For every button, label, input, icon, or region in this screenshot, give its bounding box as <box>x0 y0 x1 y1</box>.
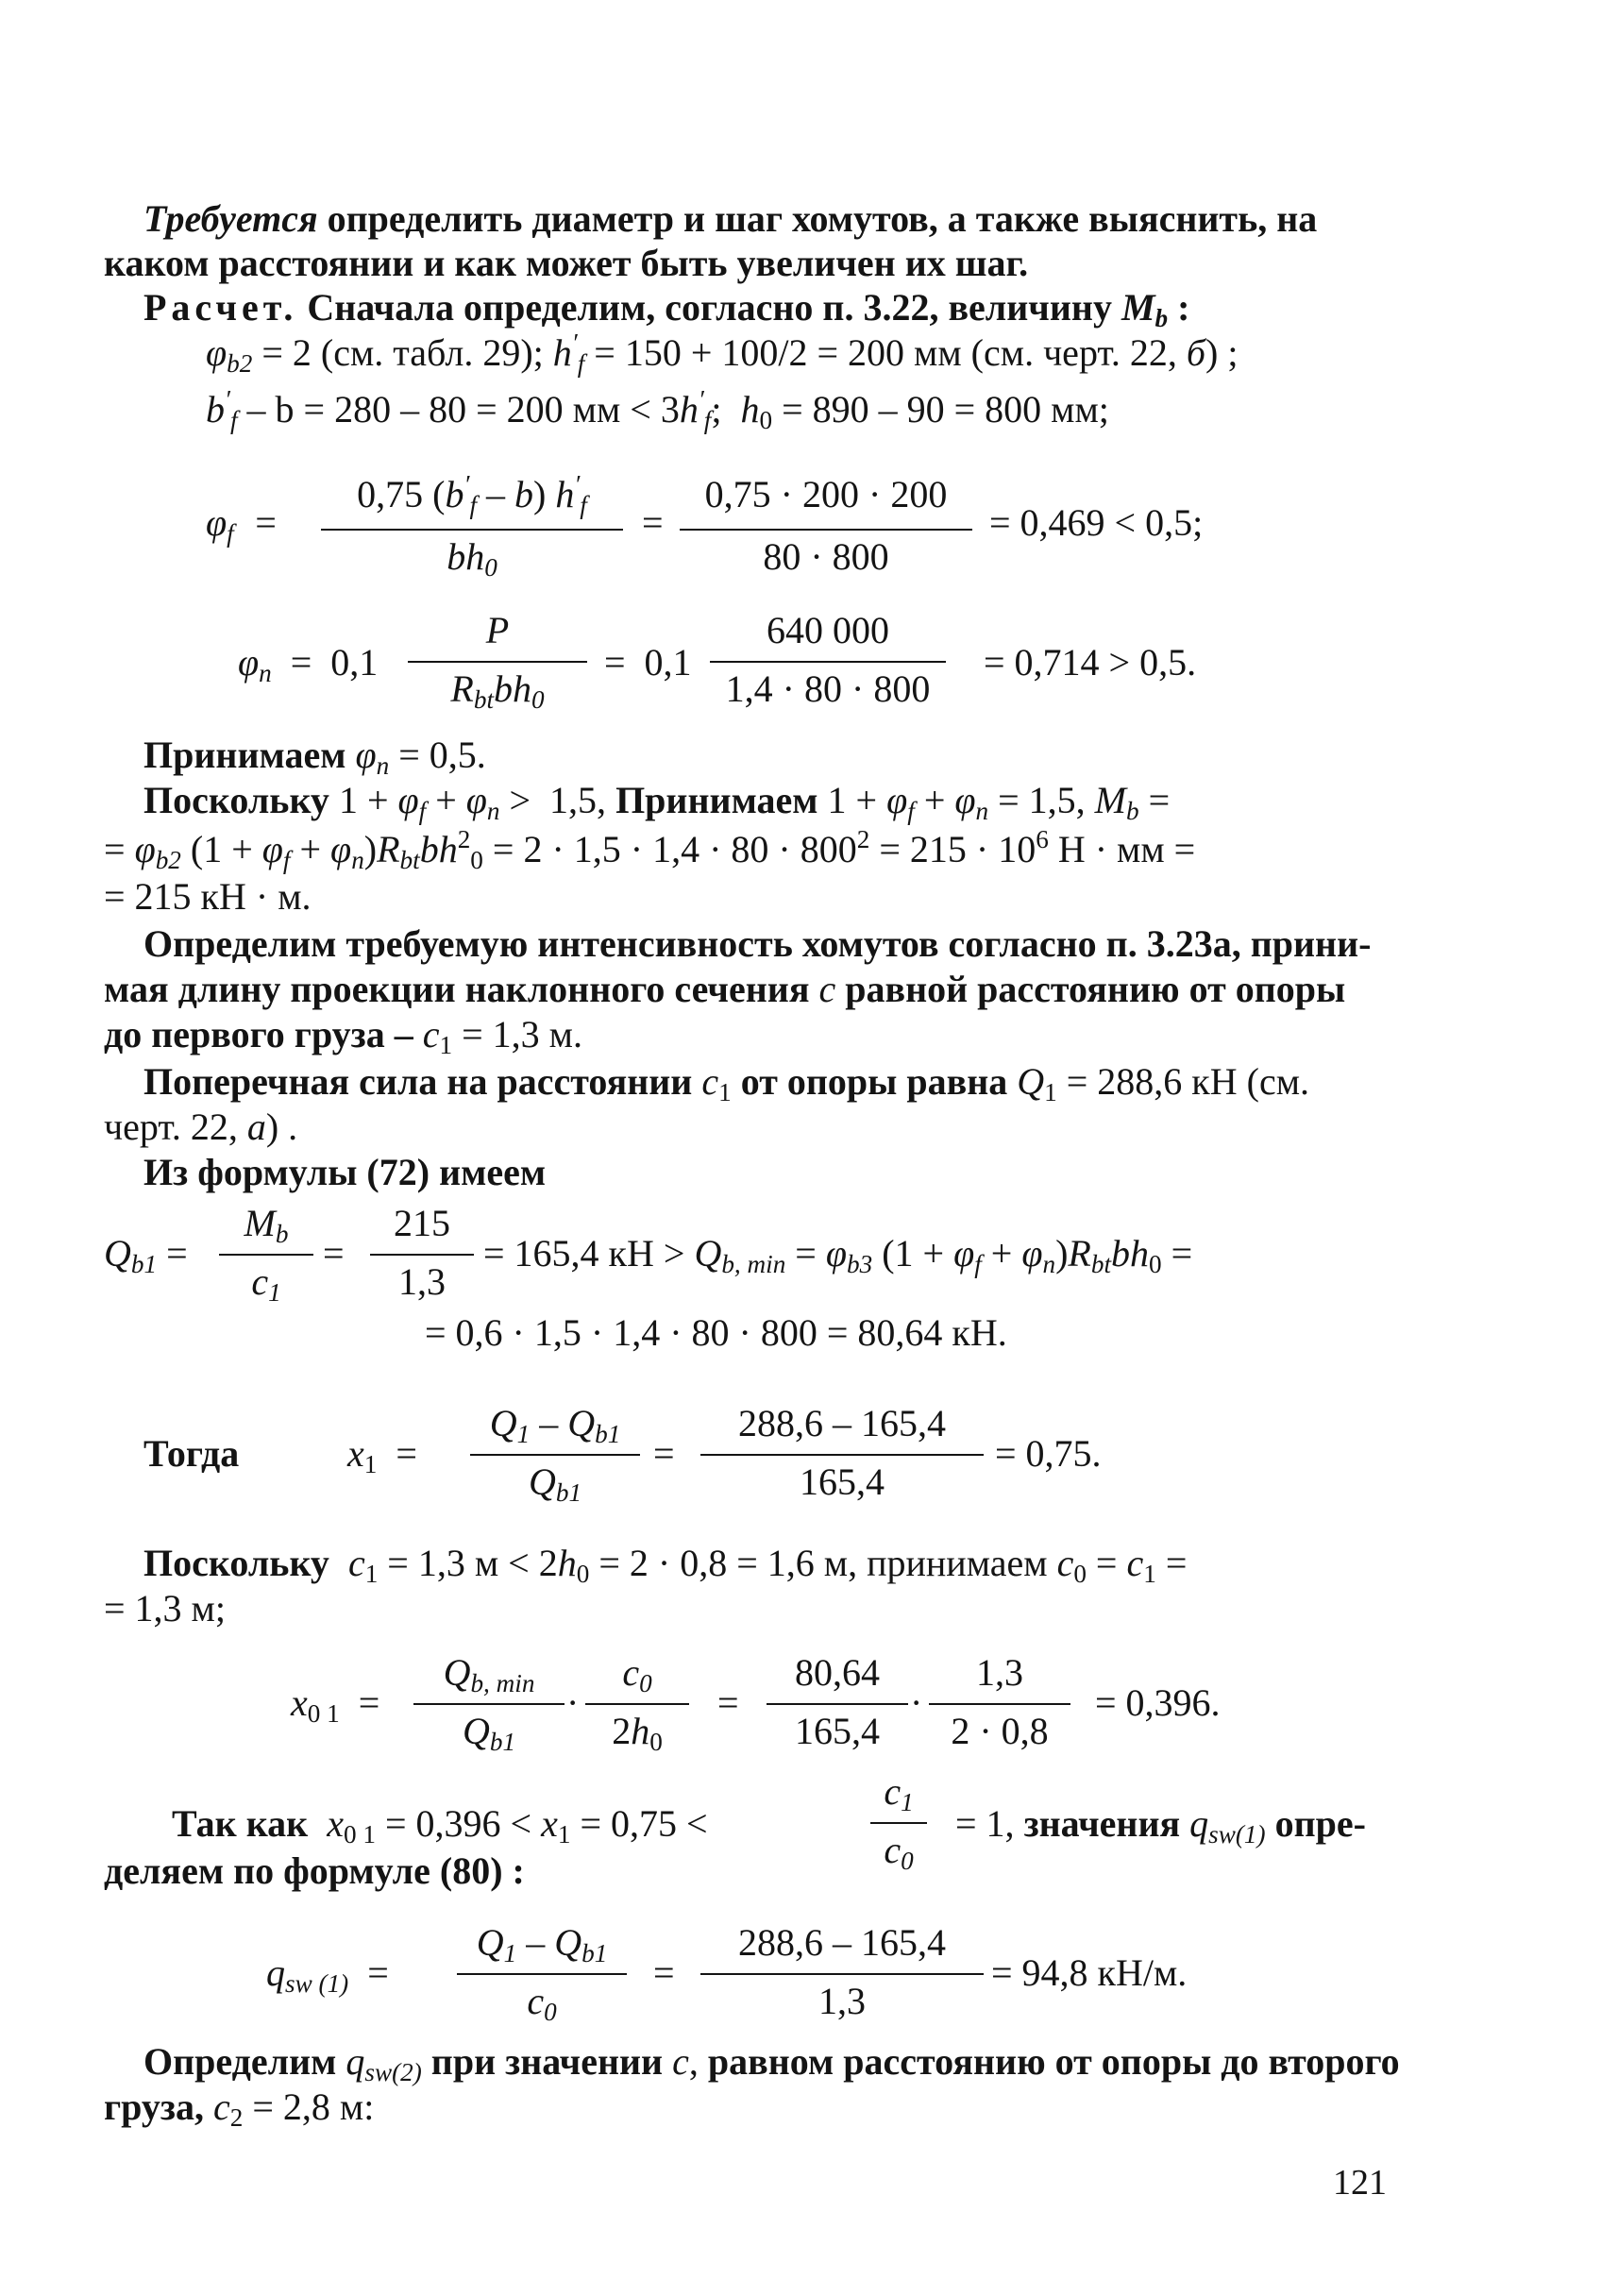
eq-bf: $b'_f - b = 280 - 80 = 200$ мм < $3h'_f$; $h_0 = 890 - 90 = 800$ мм; <box>206 385 1109 434</box>
phif-den2: 80 · 800 <box>763 535 889 578</box>
x1-den2: 165,4 <box>800 1460 885 1503</box>
equals: = 0,1 <box>604 641 692 684</box>
equals: = <box>717 1681 739 1724</box>
qsw1-den2: 1,3 <box>818 1980 866 2022</box>
equals: = <box>323 1232 345 1275</box>
eq-text: = 288,6 кН (см. <box>1066 1060 1310 1103</box>
eq-text: = 1, <box>955 1802 1015 1845</box>
qb1-result: = 165,4 кН > $Q_{b, min} = \varphi_{b3}$ $(1 + \varphi_f + \varphi_n)R_{bt}bh_0$ = <box>483 1232 1193 1278</box>
text: Поперечная сила на расстоянии <box>143 1060 693 1103</box>
intro-line-2: каком расстоянии и как может быть увеличен их шаг. <box>104 242 1029 284</box>
eq-text: = 1,3 м < <box>387 1542 530 1584</box>
fraction-bar <box>710 661 946 663</box>
then-label: Тогда <box>143 1432 240 1475</box>
x01-num3: 80,64 <box>795 1651 880 1694</box>
fraction-bar <box>767 1703 908 1705</box>
eq-text: = 1,3 м. <box>462 1013 582 1055</box>
stirrup-intensity-line-2: мая длину проекции наклонного сечения c равной расстоянию от опоры <box>104 968 1346 1010</box>
x01-den1: $Q_{b1}$ <box>462 1710 516 1756</box>
qsw1-num2: 288,6 – 165,4 <box>738 1921 946 1964</box>
fraction-bar <box>585 1703 689 1705</box>
qb1-num2: 215 <box>394 1202 450 1244</box>
calc-intro: Расчет. Сначала определим, согласно п. 3.22, величину $M_b$ : <box>143 286 1190 332</box>
text: опре- <box>1274 1802 1366 1845</box>
fraction-bar <box>700 1454 984 1456</box>
eq-text: = 165,4 кН > <box>483 1232 685 1275</box>
eq-x01-label: $x_{0 1}$ = <box>291 1681 380 1728</box>
phif-result: = 0,469 < 0,5; <box>989 501 1204 544</box>
stirrup-intensity-line-3: до первого груза – $c_1 = 1,3$ м. <box>104 1013 582 1059</box>
phif-num2: 0,75 · 200 · 200 <box>704 473 948 515</box>
text: черт. 22, <box>104 1106 238 1148</box>
text: Определим <box>143 2040 337 2083</box>
text: при значении <box>430 2040 664 2083</box>
accept-phin: Принимаем $\varphi_n = 0,5$. <box>143 734 486 780</box>
text: от опоры равна <box>740 1060 1008 1103</box>
x01-den2: $2h_0$ <box>612 1710 663 1756</box>
eq-text: = 2 · 1,5 · 1,4 · 80 · 800 <box>492 828 857 870</box>
qsw2-line-1: Определим $q_{sw(2)}$ при значении c, равном расстоянию от опоры до второго <box>143 2040 1400 2086</box>
dot: · <box>566 1681 580 1724</box>
phin-num2: 640 000 <box>767 609 889 651</box>
fraction-bar <box>929 1703 1070 1705</box>
eq-text: Н · мм = <box>1057 828 1196 870</box>
text: мая длину проекции наклонного сечения <box>104 968 810 1010</box>
text: значения <box>1023 1802 1181 1845</box>
eq-text: = 0,396 < <box>384 1802 532 1845</box>
ratio-num: $c_1$ <box>884 1770 914 1816</box>
qsw1-result: = 94,8 кН/м. <box>991 1951 1188 1994</box>
eq-text: = 2 · 0,8 = 1,6 м, принимаем <box>598 1542 1048 1584</box>
text: Поскольку <box>143 1542 329 1584</box>
fraction-bar <box>321 529 623 531</box>
x1-num1: $Q_1 - Q_{b1}$ <box>489 1402 621 1448</box>
eq-text: = 0,5. <box>398 734 486 776</box>
qb1-den1: $c_1$ <box>251 1260 281 1307</box>
fraction-bar <box>413 1703 565 1705</box>
text: груза, <box>104 2085 204 2128</box>
phif-num1: 0,75 $(b'_f - b)$ $h'_f$ <box>357 470 587 519</box>
phin-den1: $R_{bt}bh_0$ <box>450 667 545 714</box>
equals: = <box>653 1432 675 1475</box>
text: до первого груза – <box>104 1013 413 1055</box>
c0-line-1: Поскольку $c_1 = 1,3$ $м < 2h_0 = 2 \cdot 0,8 = 1,6$ м, принимаем $c_0 = c_1$ = <box>143 1542 1188 1588</box>
since-line: Так как $x_{0 1} = 0,396 < x_1 = 0,75$ < <box>172 1802 708 1849</box>
intro-line-1 <box>143 196 1317 242</box>
dot: · <box>910 1681 923 1724</box>
from-formula: Из формулы (72) имеем <box>143 1151 547 1193</box>
stirrup-intensity-line-1: Определим требуемую интенсивность хомутов согласно п. 3.23а, прини- <box>143 922 1372 965</box>
eq-text: = 150 + 100/2 = 200 мм (см. черт. 22, <box>594 331 1177 374</box>
fraction-bar <box>700 1973 984 1975</box>
qsw2-line-2: груза, $c_2 = 2,8$ м: <box>104 2085 375 2132</box>
shear-force-line-2: черт. 22, а) . <box>104 1106 298 1148</box>
qb1-num1: $M_b$ <box>244 1202 289 1248</box>
fraction-bar <box>470 1454 640 1456</box>
fraction-bar <box>870 1822 927 1824</box>
equals: = <box>642 501 664 544</box>
by-formula: деляем по формуле (80) : <box>104 1849 525 1892</box>
eq-qb1-label: $Q_{b1}$ = <box>104 1232 188 1278</box>
qb1-den2: 1,3 <box>398 1260 446 1303</box>
x1-den1: $Q_{b1}$ <box>528 1460 582 1507</box>
eq-text: – b = 280 – 80 = 200 мм < <box>246 388 651 430</box>
calc-word: Расчет. <box>143 286 298 329</box>
x1-num2: 288,6 – 165,4 <box>738 1402 946 1444</box>
shear-force-line-1: Поперечная сила на расстоянии $c_1$ от опоры равна $Q_1 = 288,6$ кН (см. <box>143 1060 1310 1106</box>
mb-line-2: = $\varphi_{b2}$ $(1 + \varphi_f + \varphi_n)R_{bt}bh^2_0 = 2 \cdot 1,5 \cdot 1,4 \cdot 80 \cdot 800^2 = 215 \cdot 10^6$ Н · мм = <box>104 825 1196 874</box>
phin-result: = 0,714 > 0,5. <box>984 641 1197 684</box>
fraction-bar <box>457 1973 627 1975</box>
eq-text: = 890 – 90 = 800 мм; <box>782 388 1109 430</box>
mb-line-1: Поскольку $1 + \varphi_f + \varphi_n > 1,5$, Принимаем $1 + \varphi_f + \varphi_n = 1,5$, $M_b$ = <box>143 779 1171 825</box>
text: Поскольку <box>143 779 329 821</box>
x1-result: = 0,75. <box>995 1432 1102 1475</box>
equals: = <box>653 1951 675 1994</box>
eq-text: = 2 (см. табл. 29); <box>261 331 544 374</box>
text: Принимаем <box>143 734 346 776</box>
since-line-tail: = 1, значения $q_{sw(1)}$ опре- <box>955 1802 1366 1849</box>
x01-den3: 165,4 <box>795 1710 880 1752</box>
text: Принимаем <box>615 779 818 821</box>
eq-text: = 1,5, <box>998 779 1086 821</box>
emphasis-text: Требуется <box>143 197 318 240</box>
qbmin-line-2: = 0,6 · 1,5 · 1,4 · 80 · 800 = 80,64 кН. <box>425 1311 1007 1354</box>
fraction-bar <box>219 1254 313 1256</box>
x01-num2: $c_0$ <box>622 1651 652 1697</box>
fraction-bar <box>680 529 972 531</box>
eq-phi-n-label: $\varphi_n = 0,1$ <box>238 641 379 687</box>
text: Сначала определим, согласно п. 3.22, величину <box>297 286 1121 329</box>
ratio-den: $c_0$ <box>884 1829 914 1875</box>
x01-den4: 2 · 0,8 <box>951 1710 1049 1752</box>
eq-text: = 0,75 < <box>580 1802 708 1845</box>
eq-phi-f-label: $\varphi_f$ = <box>206 501 278 548</box>
eq-x1-label: $x_1$ = <box>347 1432 417 1478</box>
text: равном расстоянию от опоры до второго <box>707 2040 1400 2083</box>
text: равной расстоянию от опоры <box>845 968 1346 1010</box>
page-number: 121 <box>1333 2163 1387 2203</box>
phin-den2: 1,4 · 80 · 800 <box>725 667 931 710</box>
x01-result: = 0,396. <box>1095 1681 1221 1724</box>
c0-line-2: = 1,3 м; <box>104 1587 226 1629</box>
eq-text: = 2,8 м: <box>252 2085 375 2128</box>
qsw1-den1: $c_0$ <box>527 1980 557 2026</box>
fraction-bar <box>370 1254 474 1256</box>
text: определить диаметр и шаг хомутов, а также выяснить, на <box>317 197 1318 240</box>
text: Так как <box>172 1802 309 1845</box>
eq-text: = 215 · 10 <box>879 828 1036 870</box>
fraction-bar <box>408 661 587 663</box>
eq-qsw1-label: $q_{sw (1)}$ = <box>266 1951 389 1998</box>
x01-num4: 1,3 <box>976 1651 1023 1694</box>
qsw1-num1: $Q_1 - Q_{b1}$ <box>476 1921 608 1967</box>
phif-den1: $bh_0$ <box>447 535 497 582</box>
eq-phi-b2: $\varphi_{b2} = 2$ (см. табл. 29); $h'_f = 150 + 100/2 = 200$ мм (см. черт. 22, б) ; <box>206 329 1239 378</box>
x01-num1: $Q_{b, min}$ <box>443 1651 535 1697</box>
mb-line-3: = 215 кН · м. <box>104 875 312 918</box>
phin-num1: P <box>485 609 510 651</box>
